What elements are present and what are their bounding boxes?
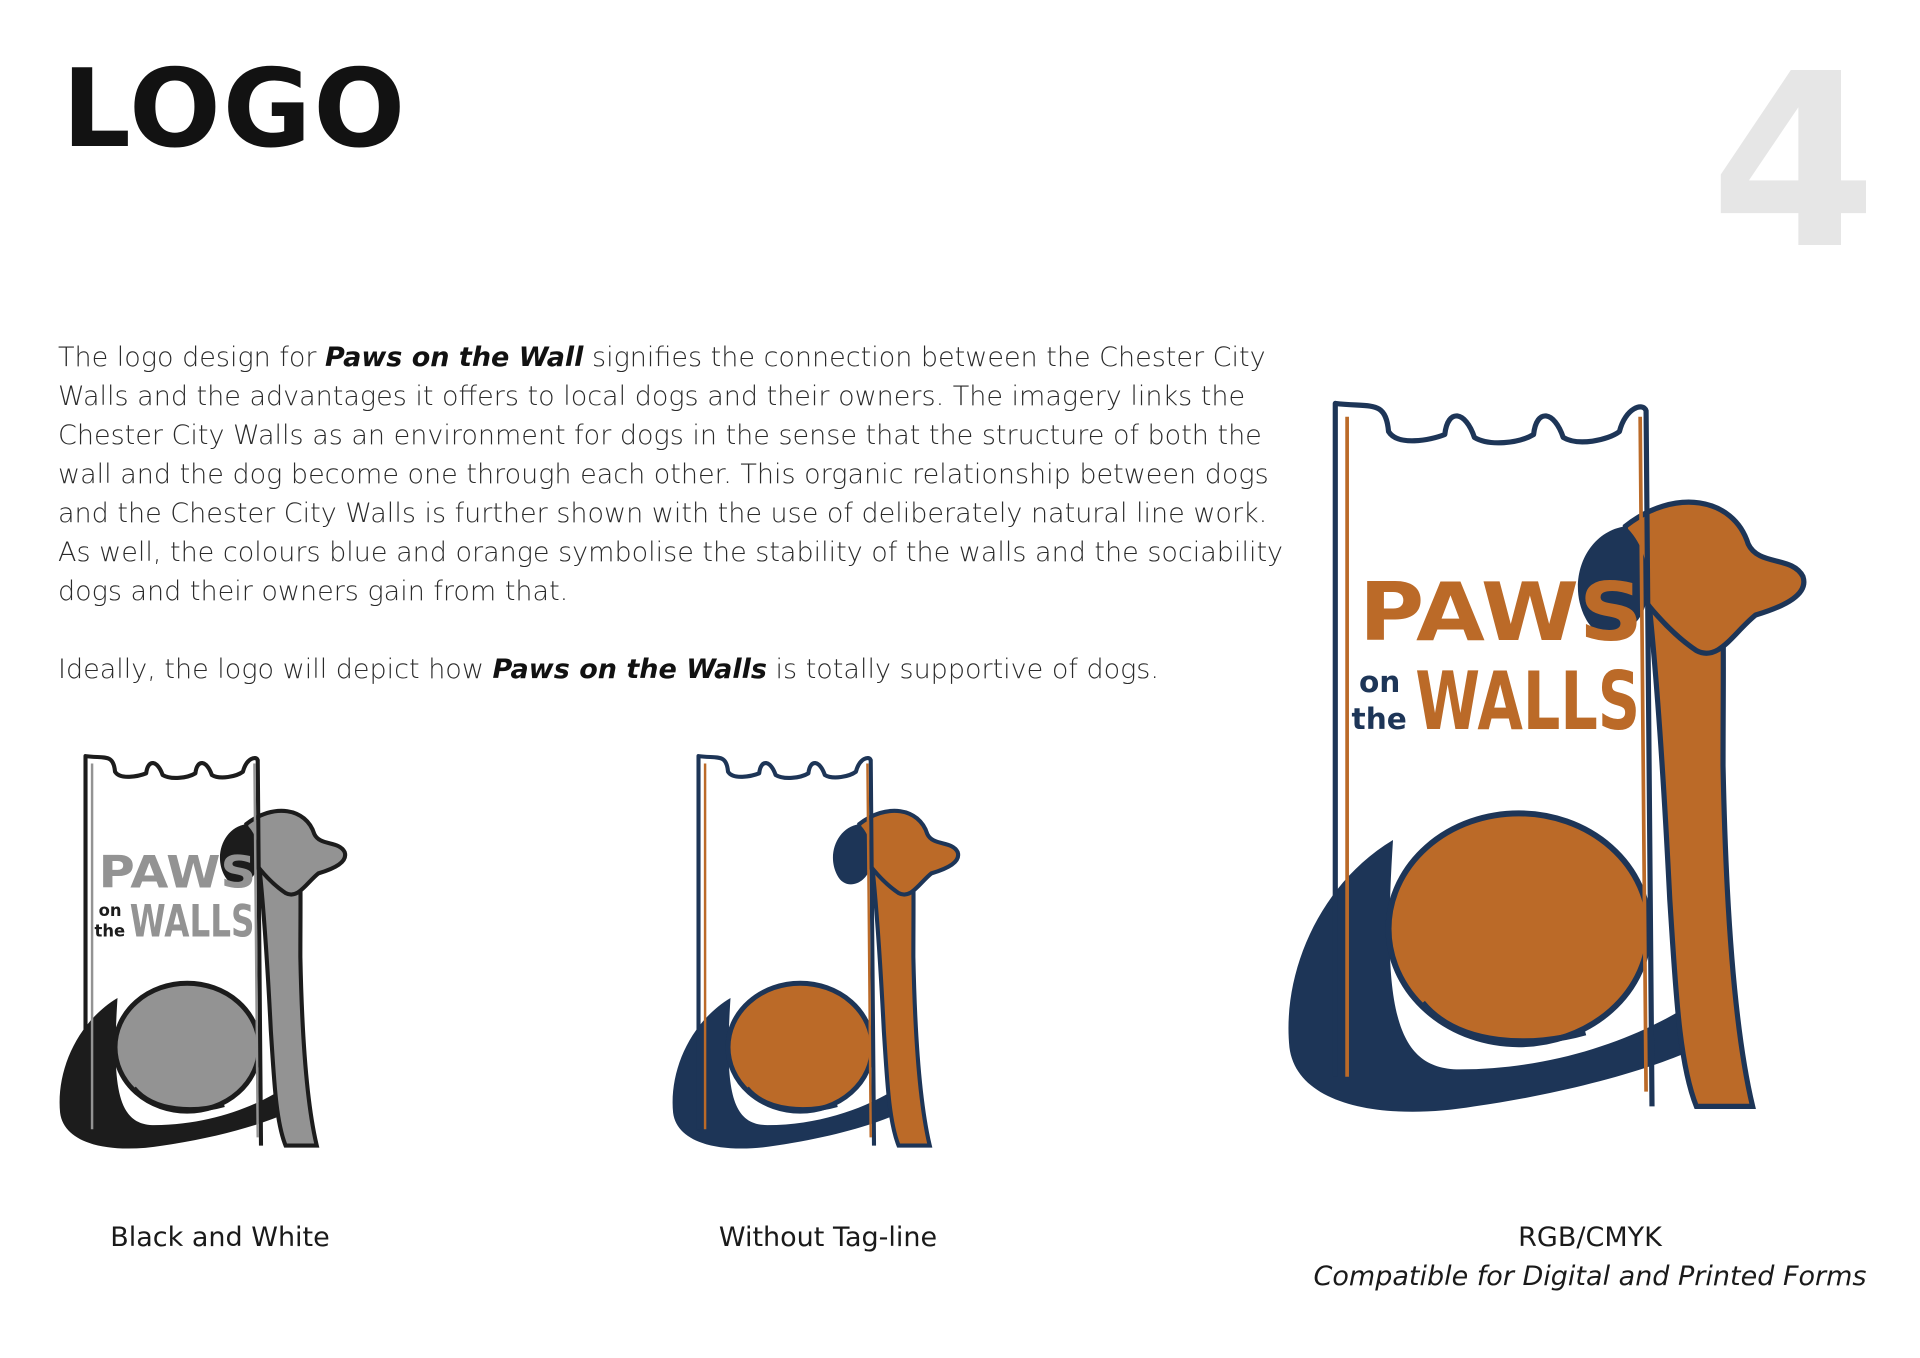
logo-graphic [668,752,998,1162]
caption-without-tagline [668,1222,988,1253]
page-title: LOGO [62,47,408,172]
logo-the-text: the [1351,702,1407,736]
logo-on-text: on [98,901,122,920]
logo-walls-text: WALLS [129,896,255,948]
description-text: The logo design for [58,342,326,373]
logo-graphic [1278,396,1878,1136]
caption-label: Without Tag-line [718,1222,938,1253]
caption-rgb-cmyk [1290,1222,1890,1292]
logo-paws-text: PAWS [1358,566,1644,660]
description-text: signifies the connection between the Chester City Walls and the advantages it offers to local dogs and their owners. The imagery links the Chester City Walls as an environment for dogs in the sense that the structure of both the wall and the dog become one through each other. This organic relationship between dogs and the Chester City Walls is further shown with the use of deliberately natural line work. As well, the colours blue and orange symbolise the stability of the walls and the sociability dogs and their owners gain from that. [58,342,1284,607]
description-paragraph-2 [58,650,1288,689]
caption-label: Black and White [110,1222,330,1253]
logo-full-colour [1278,396,1878,1136]
logo-on-text: on [1358,665,1401,699]
page-number: 4 [1710,22,1877,302]
brand-name: Paws on the Walls [492,654,767,685]
logo-walls-text: WALLS [1415,655,1641,748]
logo-graphic [55,752,385,1162]
logo-black-and-white [55,752,385,1162]
description-text: is totally supportive of dogs. [766,654,1159,685]
caption-label: RGB/CMYK [1518,1222,1662,1253]
caption-black-and-white [60,1222,380,1253]
caption-subtitle: Compatible for Digital and Printed Forms [1313,1261,1867,1292]
logo-without-tagline [668,752,998,1162]
description-text: Ideally, the logo will depict how [58,654,493,685]
logo-the-text: the [94,921,126,941]
dog-ear [833,824,872,884]
brand-name: Paws on the Wall [325,342,584,373]
description-paragraph-1 [58,338,1288,611]
description [58,338,1288,689]
logo-paws-text: PAWS [98,847,257,899]
